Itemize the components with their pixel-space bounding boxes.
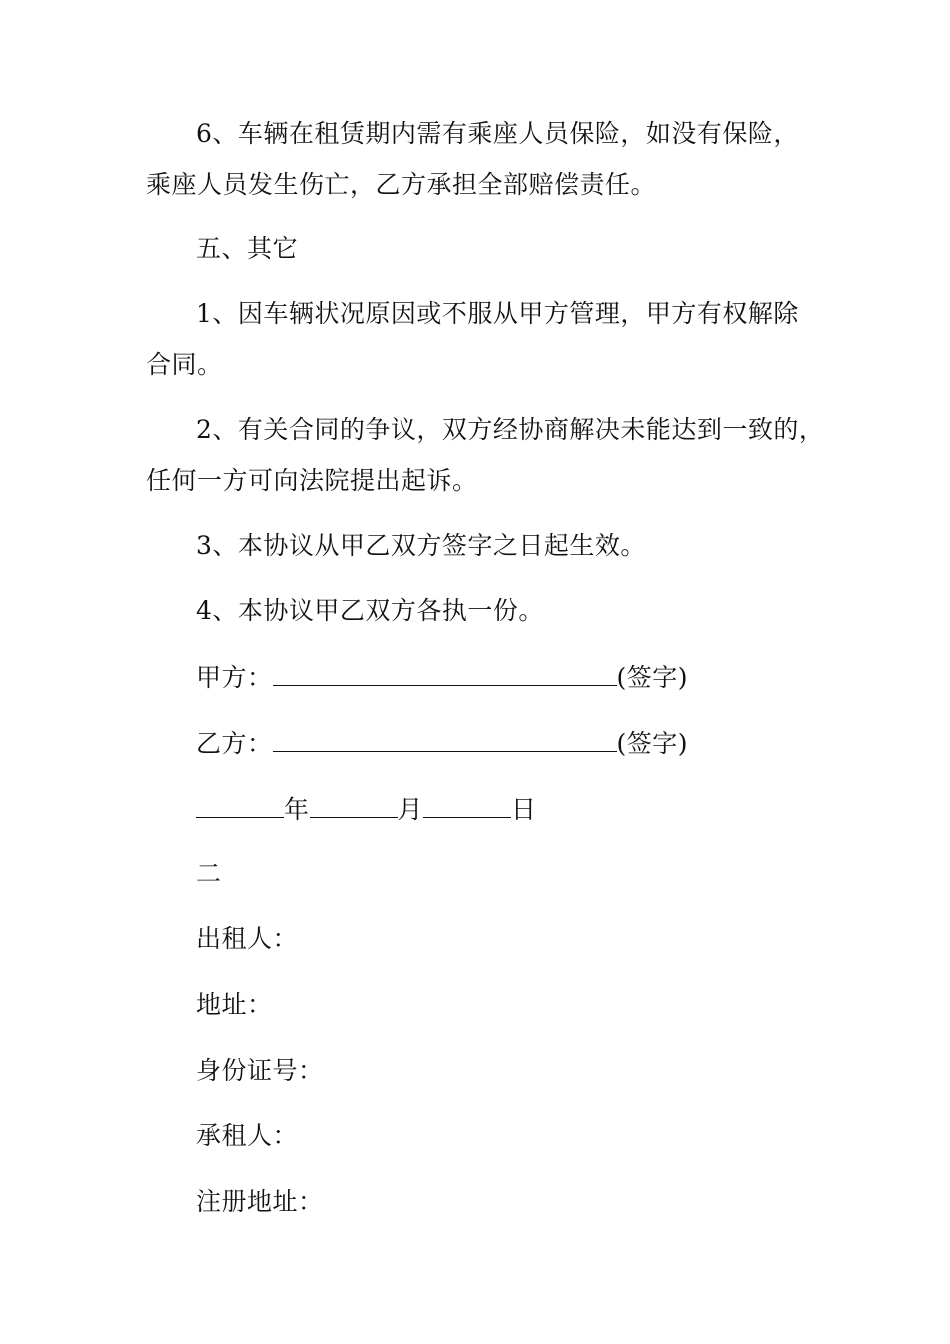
party-b-label: 乙方： bbox=[196, 729, 273, 758]
item-4: 4、本协议甲乙双方各执一份。 bbox=[196, 596, 544, 625]
item-1-line-1: 1、因车辆状况原因或不服从甲方管理，甲方有权解除 bbox=[196, 299, 799, 328]
section-2-heading: 二 bbox=[196, 859, 222, 888]
year-blank[interactable] bbox=[196, 793, 284, 818]
item-3: 3、本协议从甲乙双方签字之日起生效。 bbox=[196, 531, 646, 560]
registered-address-label: 注册地址： bbox=[196, 1187, 324, 1216]
section-5-heading: 五、其它 bbox=[196, 234, 299, 263]
lessee-label: 承租人： bbox=[196, 1121, 299, 1150]
item-2-line-2: 任何一方可向法院提出起诉。 bbox=[146, 466, 478, 495]
month-label: 月 bbox=[397, 795, 424, 824]
date-line bbox=[196, 793, 537, 825]
party-a-sign-note: (签字) bbox=[616, 663, 689, 692]
lessor-label: 出租人： bbox=[196, 924, 299, 953]
item-1-line-2: 合同。 bbox=[146, 350, 223, 379]
party-b-signature-blank[interactable] bbox=[273, 727, 617, 752]
clause-6-line-1: 6、车辆在租赁期内需有乘座人员保险，如没有保险， bbox=[196, 119, 799, 148]
party-a-signature-blank[interactable] bbox=[273, 661, 617, 686]
party-a-signature-line bbox=[196, 661, 688, 693]
id-number-label: 身份证号： bbox=[196, 1056, 324, 1085]
clause-6-line-2: 乘座人员发生伤亡，乙方承担全部赔偿责任。 bbox=[146, 170, 657, 199]
party-a-label: 甲方： bbox=[196, 663, 273, 692]
year-label: 年 bbox=[284, 795, 310, 824]
day-label: 日 bbox=[511, 795, 537, 824]
month-blank[interactable] bbox=[310, 793, 398, 818]
party-b-signature-line bbox=[196, 727, 688, 759]
item-2-line-1: 2、有关合同的争议，双方经协商解决未能达到一致的， bbox=[196, 415, 825, 444]
address-label: 地址： bbox=[196, 990, 273, 1019]
day-blank[interactable] bbox=[423, 793, 511, 818]
party-b-sign-note: (签字) bbox=[616, 729, 689, 758]
